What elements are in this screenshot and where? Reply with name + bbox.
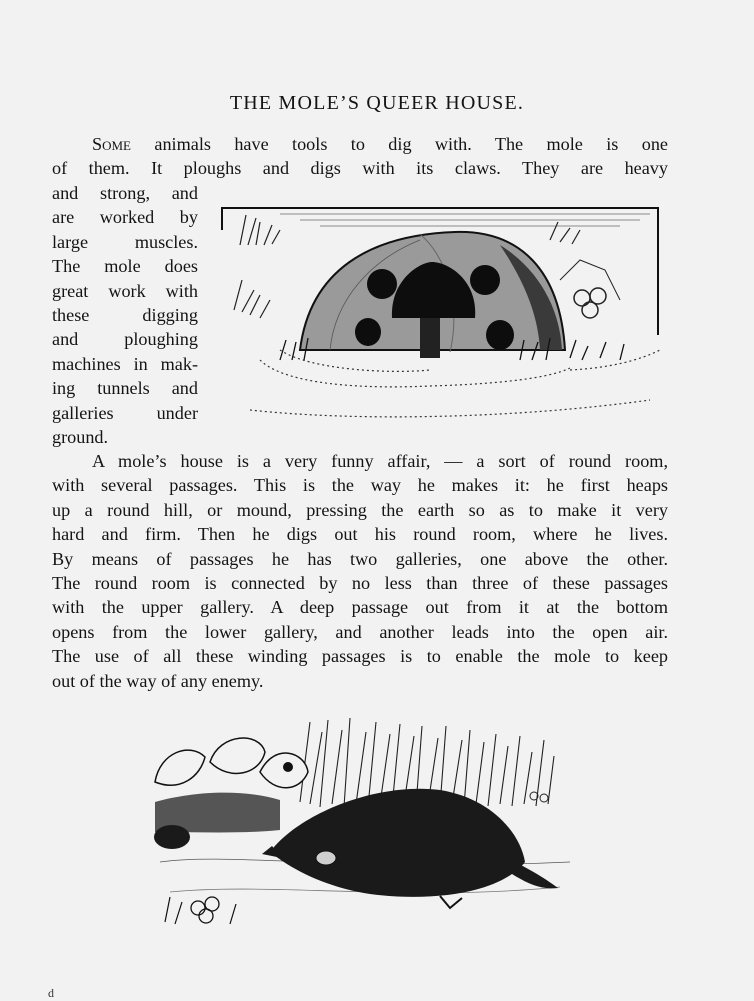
text-line: are worked by xyxy=(52,207,198,228)
paragraph-2 xyxy=(52,449,668,693)
text-line: with the upper gallery. A deep passage out from it at the bottom xyxy=(52,597,668,618)
text-line: galleries under xyxy=(52,402,198,423)
text-line: and strong, and xyxy=(52,183,198,203)
text-line: with several passages. This is the way he makes it: he first heaps xyxy=(52,475,668,496)
page-title: THE MOLE’S QUEER HOUSE. xyxy=(229,92,525,114)
text-line: The mole does xyxy=(52,256,198,277)
text-line: these digging xyxy=(52,304,198,325)
text-line: A mole’s house is a very funny affair, — a sort of round room, xyxy=(92,451,668,471)
text-line: out of the way of any enemy. xyxy=(52,670,264,691)
text-line: By means of passages he has two galleries, one above the other. xyxy=(52,548,668,569)
paragraph-1-column xyxy=(52,181,198,449)
mole-illustration xyxy=(150,712,580,932)
text-line: hard and firm. Then he digs out his round room, where he lives. xyxy=(52,524,668,545)
text-line: opens from the lower gallery, and another leads into the open air. xyxy=(52,621,668,642)
text-line: of them. It ploughs and digs with its claws. They are heavy xyxy=(52,158,668,179)
text-line: up a round hill, or mound, pressing the earth so as to make it very xyxy=(52,499,668,520)
text-line: machines in mak- xyxy=(52,353,198,374)
text-line: great work with xyxy=(52,280,198,301)
text-line: large muscles. xyxy=(52,231,198,252)
text-line: The use of all these winding passages is to enable the mole to keep xyxy=(52,646,668,667)
text-line: ing tunnels and xyxy=(52,378,198,399)
mole-house-illustration xyxy=(220,200,675,430)
text-line: Some animals have tools to dig with. The mole is one xyxy=(92,134,668,154)
text-line: and ploughing xyxy=(52,329,198,350)
page-mark: d xyxy=(48,986,54,1000)
text-line: ground. xyxy=(52,426,109,447)
paragraph-1-top xyxy=(52,132,668,181)
text-line: The round room is connected by no less than three of these passages xyxy=(52,572,668,593)
